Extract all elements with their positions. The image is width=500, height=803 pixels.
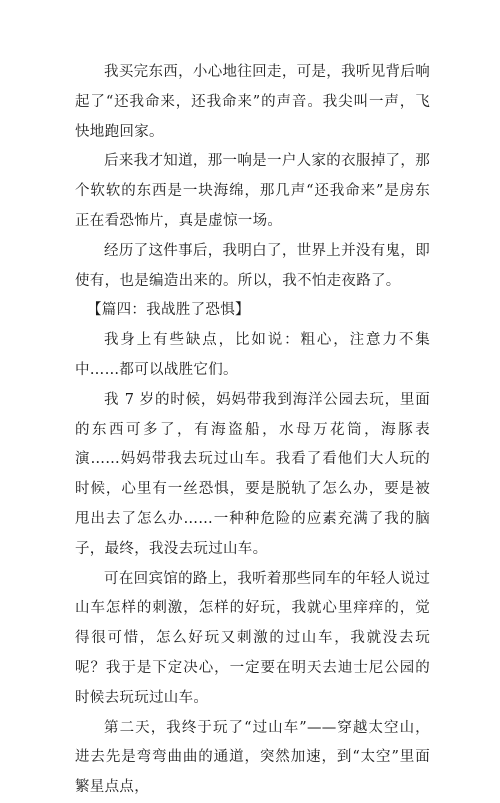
paragraph: 经历了这件事后，我明白了，世界上并没有鬼，即使有，也是编造出来的。所以，我不怕走夜路了。	[75, 242, 430, 289]
section-heading: 【篇四：我战胜了恐惧】	[87, 302, 250, 319]
document-body	[75, 58, 430, 803]
paragraph: 第二天，我终于玩了“过山车”——穿越太空山，进去先是弯弯曲曲的通道，突然加速，到“太空”里面繁星点点，	[75, 719, 430, 796]
paragraph: 可在回宾馆的路上，我听着那些同车的年轻人说过山车怎样的刺激，怎样的好玩，我就心里痒痒的，觉得很可惜，怎么好玩又刺激的过山车，我就没去玩呢？我于是下定决心，一定要在明天去迪士尼公园的时候去玩玩过山车。	[75, 570, 430, 706]
paragraph: 我身上有些缺点，比如说：粗心，注意力不集中……都可以战胜它们。	[75, 332, 430, 378]
paragraph: 我买完东西，小心地往回走，可是，我听见背后响起了“还我命来，还我命来”的声音。我尖叫一声，飞快地跑回家。	[75, 64, 430, 140]
paragraph: 后来我才知道，那一响是一户人家的衣服掉了，那个软软的东西是一块海绵，那几声“还我命来”是房东正在看恐怖片，真是虚惊一场。	[75, 153, 430, 229]
paragraph: 我 7 岁的时候，妈妈带我到海洋公园去玩，里面的东西可多了，有海盗船，水母万花筒，海豚表演……妈妈带我去玩过山车。我看了看他们大人玩的时候，心里有一丝恐惧，要是脱轨了怎么办，要是被甩出去了怎么办……一种种危险的应素充满了我的脑子，最终，我没去玩过山车。	[75, 391, 430, 557]
